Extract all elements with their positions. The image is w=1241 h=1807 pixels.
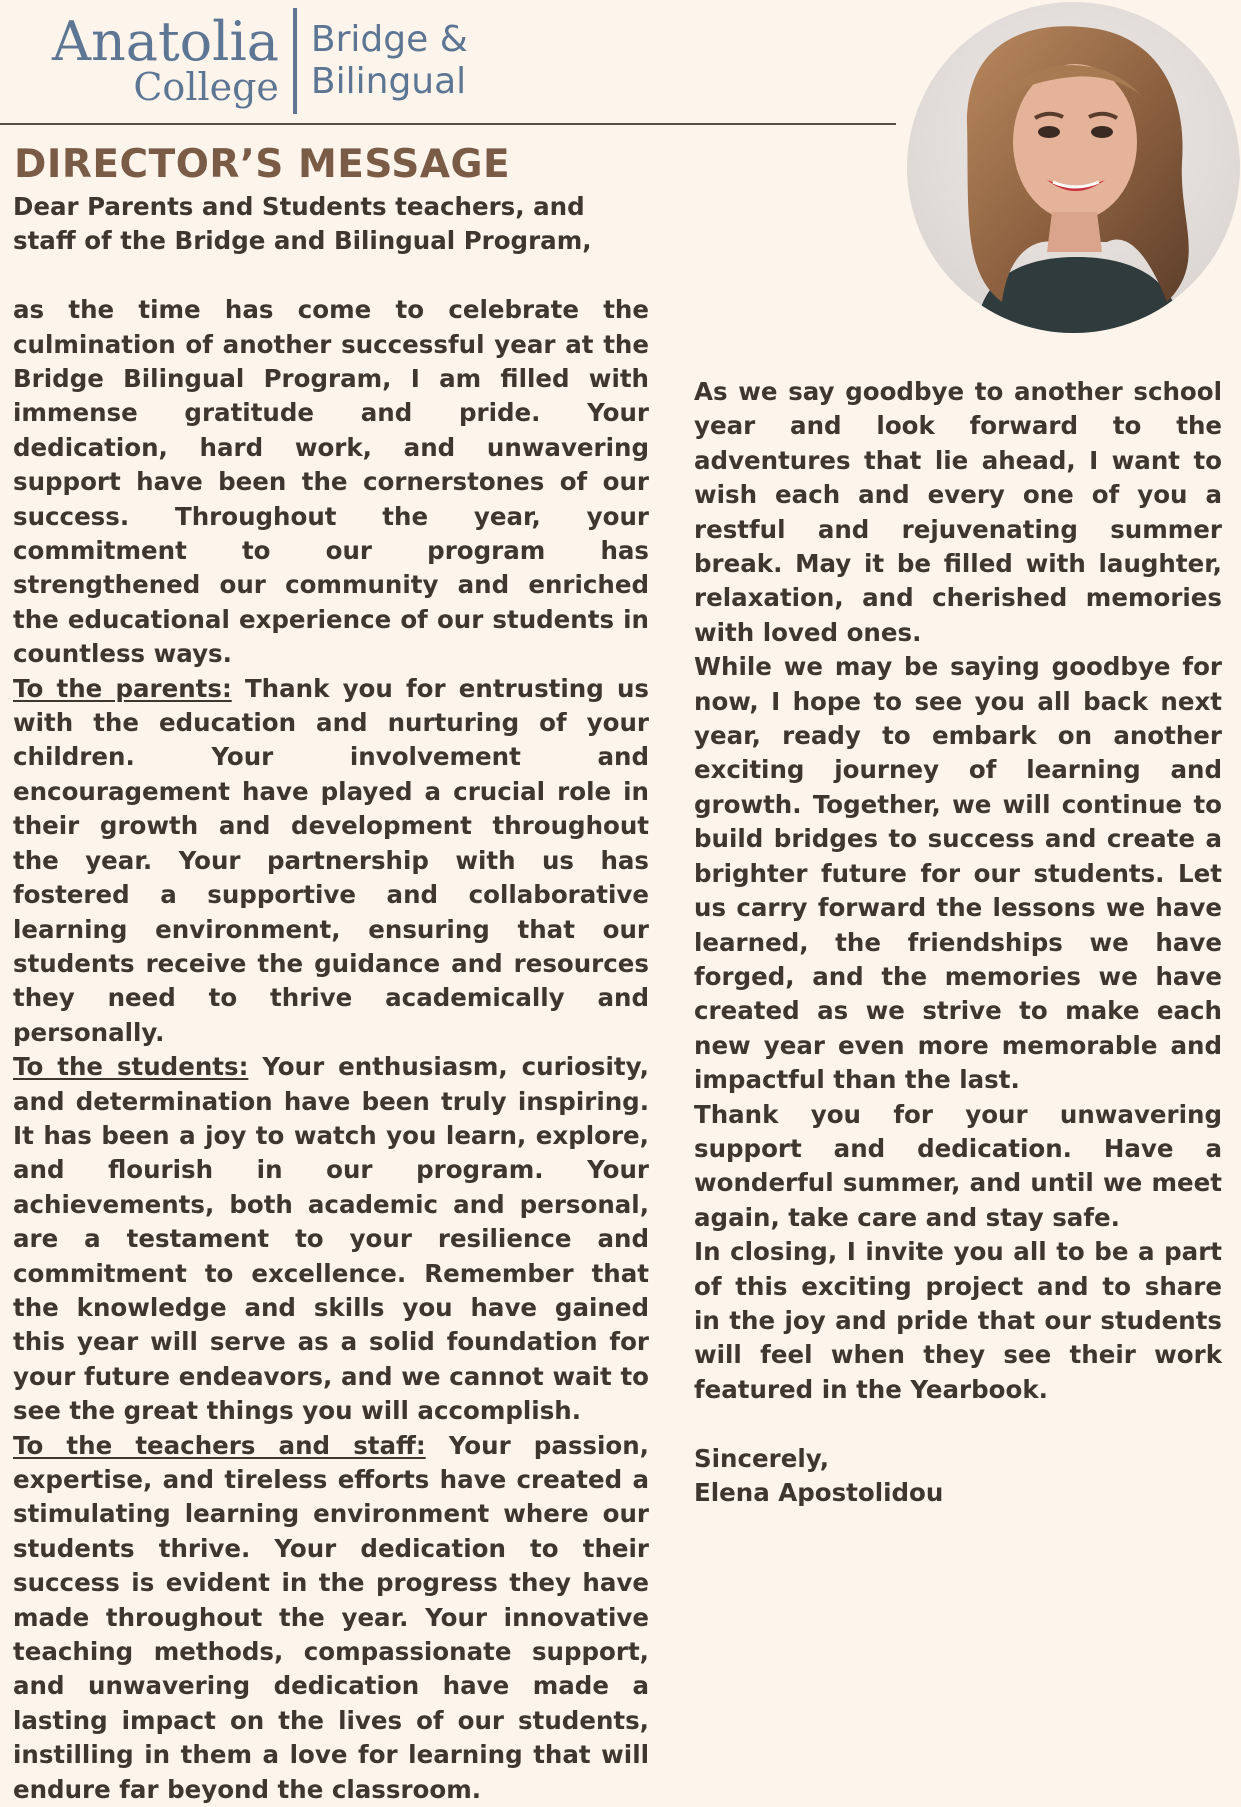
left-column	[13, 190, 649, 1807]
next-year-paragraph: While we may be saying goodbye for now, I hope to see you all back next year, ready to embark on another exciting journey of learning and growth. Together, we will continue to build bridges to success and create a brighter future for our students. Let us carry forward the lessons we have learned, the friendships we have forged, and the memories we have created as we strive to make each new year even more memorable and impactful than the last.	[694, 652, 1222, 1095]
teachers-paragraph	[13, 1429, 649, 1807]
students-label: To the students:	[13, 1052, 249, 1082]
logo-program-line1: Bridge &	[310, 19, 468, 60]
logo-name: Anatolia	[52, 10, 279, 73]
paragraph-gap	[13, 259, 649, 293]
teachers-text: Your passion, expertise, and tireless efforts have created a stimulating learning environment where our students thrive. Your dedication to their success is evident in the progress they have made throughout the year. Your innovative teaching methods, compassionate support, and unwavering dedication have made a lasting impact on the lives of our students, instilling in them a love for learning that will endure far beyond the classroom.	[13, 1430, 649, 1804]
right-column	[694, 375, 1222, 1510]
logo-wordmark	[52, 8, 291, 114]
portrait-photo	[907, 2, 1240, 333]
page-title: DIRECTOR’S MESSAGE	[14, 142, 511, 187]
logo-program	[299, 8, 468, 114]
signoff-name: Elena Apostolidou	[694, 1477, 944, 1507]
thanks-paragraph: Thank you for your unwavering support and dedication. Have a wonderful summer, and until we meet again, take care and stay safe.	[694, 1099, 1222, 1232]
students-paragraph	[13, 1050, 649, 1428]
logo-program-line2: Bilingual	[310, 61, 467, 102]
parents-label: To the parents:	[13, 673, 232, 703]
salutation: Dear Parents and Students teachers, and staff of the Bridge and Bilingual Program,	[13, 192, 592, 256]
signoff-closing: Sincerely,	[694, 1443, 830, 1473]
logo-divider	[293, 8, 297, 114]
students-text: Your enthusiasm, curiosity, and determination have been truly inspiring. It has been a joy to watch you learn, explore, and flourish in our program. Your achievements, both academic and personal, are a testament to your resilience and commitment to excellence. Remember that the knowledge and skills you have gained this year will serve as a solid foundation for your future endeavors, and we cannot wait to see the great things you will accomplish.	[13, 1052, 649, 1426]
paragraph-gap	[694, 1407, 1222, 1441]
intro-paragraph: as the time has come to celebrate the culmination of another successful year at the Bridge Bilingual Program, I am filled with immense gratitude and pride. Your dedication, hard work, and unwavering support have been the cornerstones of our success. Throughout the year, your commitment to our program has strengthened our community and enriched the educational experience of our students in countless ways.	[13, 295, 649, 669]
logo-sub: College	[133, 65, 279, 109]
portrait-illustration	[907, 2, 1240, 333]
parents-paragraph	[13, 672, 649, 1050]
school-logo	[52, 8, 468, 114]
header-divider	[0, 123, 896, 125]
parents-text: Thank you for entrusting us with the education and nurturing of your children. Your involvement and encouragement have played a crucial role in their growth and development throughout the year. Your partnership with us has fostered a supportive and collaborative learning environment, ensuring that our students receive the guidance and resources they need to thrive academically and personally.	[13, 673, 649, 1047]
farewell-paragraph: As we say goodbye to another school year and look forward to the adventures that lie ahead, I want to wish each and every one of you a restful and rejuvenating summer break. May it be filled with laughter, relaxation, and cherished memories with loved ones.	[694, 377, 1222, 647]
teachers-label: To the teachers and staff:	[13, 1430, 426, 1460]
closing-paragraph: In closing, I invite you all to be a part of this exciting project and to share in the joy and pride that our students will feel when they see their work featured in the Yearbook.	[694, 1237, 1222, 1404]
